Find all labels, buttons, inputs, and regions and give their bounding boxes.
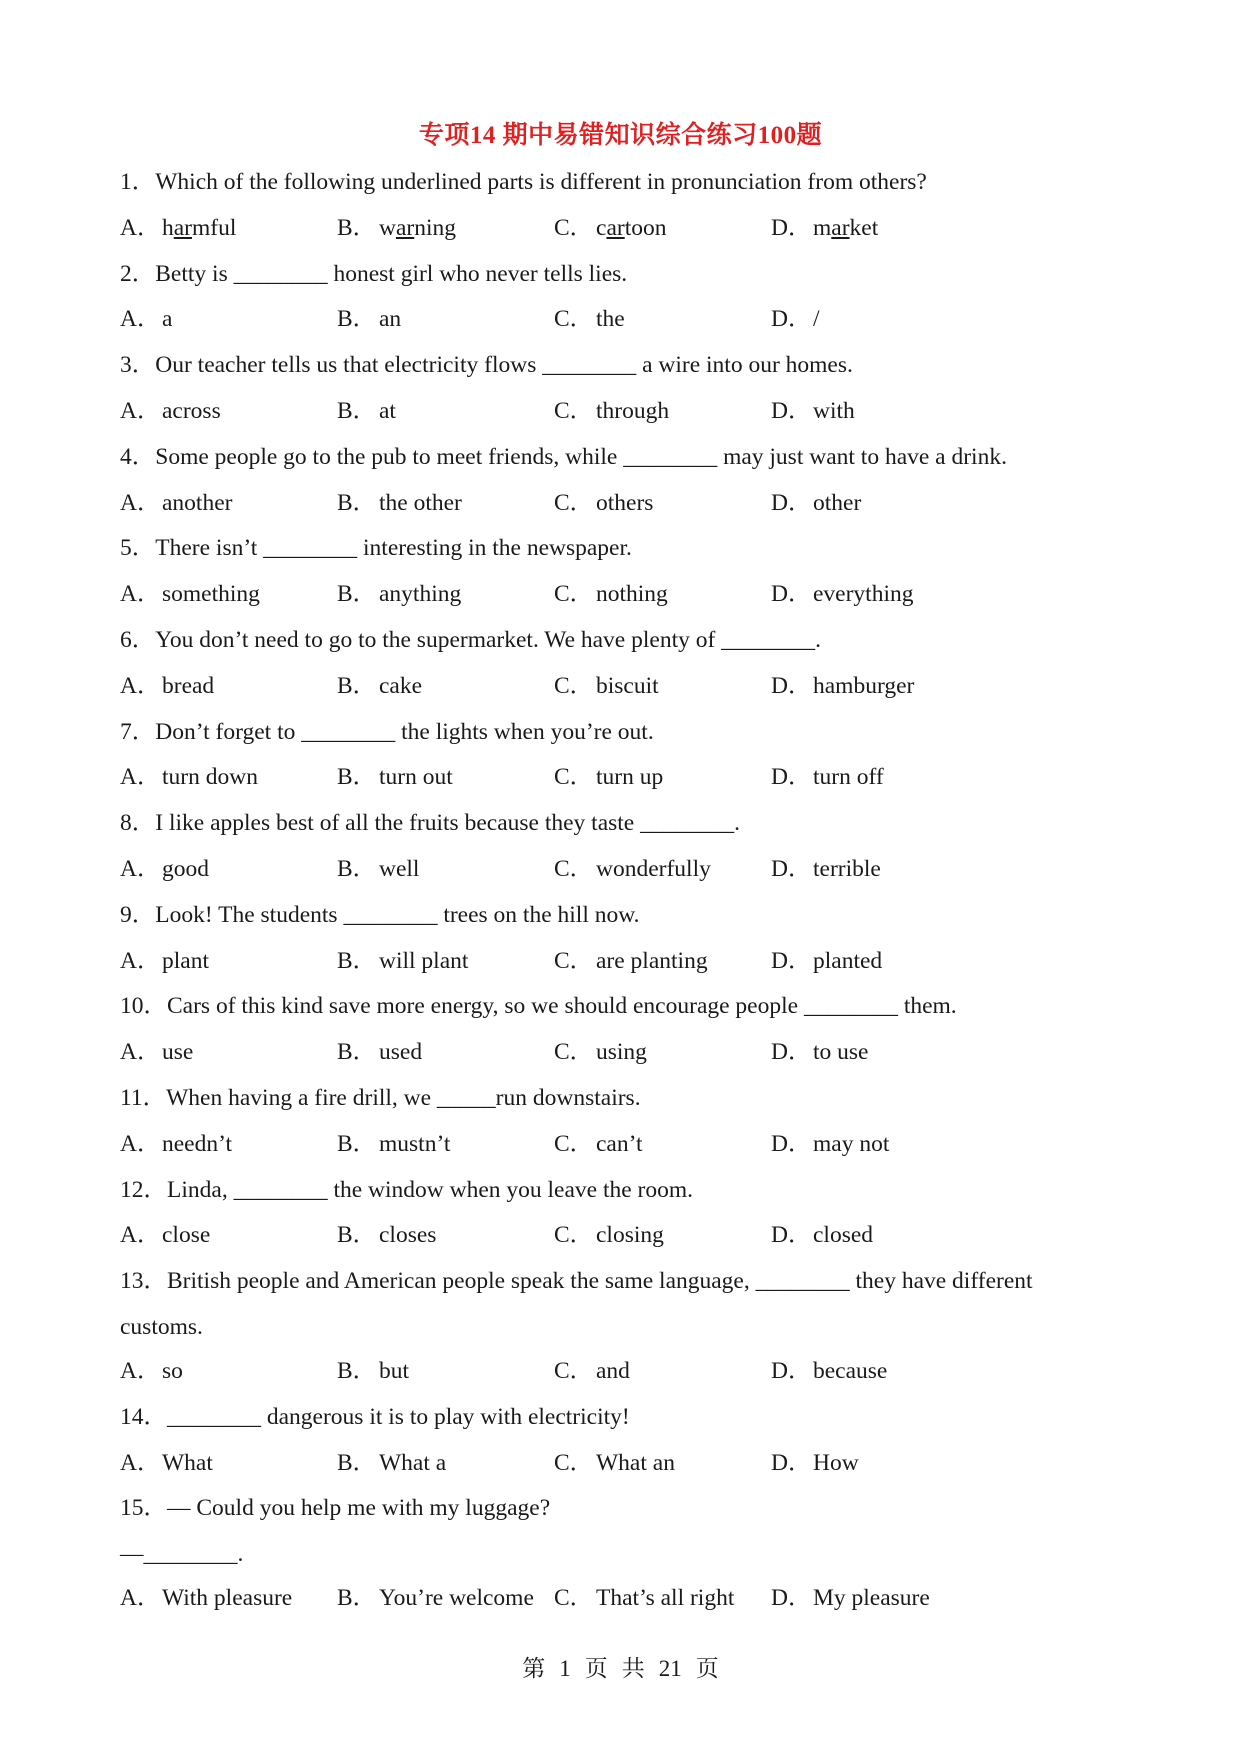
question-stem: 7．Don’t forget to ________ the lights when you’re out. xyxy=(120,718,654,745)
option-d: D．hamburger xyxy=(771,672,915,699)
option-row xyxy=(120,1349,1130,1395)
option-a: A．What xyxy=(120,1449,213,1476)
option-row xyxy=(120,1030,1130,1076)
option-a: A．harmful xyxy=(120,214,237,241)
option-b: B． anything xyxy=(337,581,462,608)
option-d: D．turn off xyxy=(771,764,884,791)
page-title: 专项14 期中易错知识综合练习100题 xyxy=(418,122,823,149)
option-b: B． the other xyxy=(337,489,462,516)
page-number: 1 xyxy=(559,1656,571,1681)
footer-ye: 页 xyxy=(584,1656,608,1681)
underlined-part: ar xyxy=(606,214,625,241)
option-row xyxy=(120,664,1130,710)
option-row xyxy=(120,1122,1130,1168)
question-stem: 10．Cars of this kind save more energy, so we should encourage people ________ them. xyxy=(120,993,957,1020)
question-stem: 1．Which of the following underlined parts is different in pronunciation from others? xyxy=(120,169,927,195)
option-b: B． will plant xyxy=(337,947,469,974)
option-c: C． can’t xyxy=(554,1130,643,1157)
option-a: A．so xyxy=(120,1357,183,1384)
question-stem: 2．Betty is ________ honest girl who never tells lies. xyxy=(120,260,628,287)
option-c: C． using xyxy=(554,1039,647,1066)
option-c: C． wonderfully xyxy=(554,855,711,882)
question-stem: 13．British people and American people speak the same language, ________ they have different xyxy=(120,1268,1033,1295)
option-d: D．closed xyxy=(771,1222,874,1249)
question-stem: 9．Look! The students ________ trees on the hill now. xyxy=(120,901,640,928)
option-c: C． That’s all right xyxy=(554,1585,735,1612)
option-d: D．planted xyxy=(771,947,883,974)
option-row xyxy=(120,1441,1130,1487)
option-row xyxy=(120,755,1130,801)
option-d: D．terrible xyxy=(771,855,881,882)
question-stem-continued: —________. xyxy=(120,1541,244,1568)
option-a: A．With pleasure xyxy=(120,1585,293,1612)
option-row xyxy=(120,1213,1130,1259)
question-stem: 8．I like apples best of all the fruits because they taste ________. xyxy=(120,810,740,837)
option-b: B． turn out xyxy=(337,764,453,791)
option-b: B． but xyxy=(337,1357,410,1384)
option-b: B． You’re welcome xyxy=(337,1585,534,1612)
option-c: C． the xyxy=(554,306,625,333)
option-b: B． used xyxy=(337,1039,423,1066)
option-d: D．may not xyxy=(771,1130,890,1157)
footer-gong: 共 xyxy=(621,1656,645,1681)
option-d: D．/ xyxy=(771,306,820,333)
option-row xyxy=(120,1576,1130,1622)
option-c: C． nothing xyxy=(554,581,668,608)
question-stem: 4．Some people go to the pub to meet friends, while ________ may just want to have a drink. xyxy=(120,443,1007,470)
question-stem: 15．— Could you help me with my luggage? xyxy=(120,1495,551,1522)
option-a: A．use xyxy=(120,1039,194,1066)
option-row xyxy=(120,481,1130,527)
option-d: D．My pleasure xyxy=(771,1585,930,1612)
option-c: C． turn up xyxy=(554,764,664,791)
option-c: C． What an xyxy=(554,1449,675,1476)
footer-ye2: 页 xyxy=(695,1656,719,1681)
option-b: B． warning xyxy=(337,214,457,241)
option-row xyxy=(120,297,1130,343)
option-b: B． cake xyxy=(337,672,423,699)
option-d: D．because xyxy=(771,1357,888,1384)
underlined-part: ar xyxy=(173,214,193,241)
option-a: A．another xyxy=(120,489,233,516)
option-a: A．a xyxy=(120,306,173,333)
option-c: C． are planting xyxy=(554,947,708,974)
option-c: C． and xyxy=(554,1357,630,1384)
footer-di: 第 xyxy=(522,1656,546,1681)
option-c: C． cartoon xyxy=(554,214,667,241)
option-b: B． well xyxy=(337,855,420,882)
question-stem: 5．There isn’t ________ interesting in the newspaper. xyxy=(120,535,632,562)
option-a: A．plant xyxy=(120,947,209,974)
option-b: B． closes xyxy=(337,1222,437,1249)
underlined-part: ar xyxy=(395,214,415,241)
option-row xyxy=(120,939,1130,985)
option-a: A．something xyxy=(120,581,260,608)
question-stem: 3．Our teacher tells us that electricity flows ________ a wire into our homes. xyxy=(120,352,853,379)
underlined-part: ar xyxy=(831,214,850,241)
option-d: D．other xyxy=(771,489,862,516)
question-stem: 12．Linda, ________ the window when you leave the room. xyxy=(120,1176,694,1203)
page-footer xyxy=(0,1650,1241,1683)
option-b: B． What a xyxy=(337,1449,447,1476)
question-stem: 14．________ dangerous it is to play with electricity! xyxy=(120,1403,630,1430)
question-stem: 6．You don’t need to go to the supermarket. We have plenty of ________. xyxy=(120,626,822,653)
option-b: B． mustn’t xyxy=(337,1130,451,1157)
option-d: D．with xyxy=(771,397,855,424)
option-a: A．turn down xyxy=(120,764,258,791)
total-pages: 21 xyxy=(658,1656,682,1681)
option-d: D．market xyxy=(771,214,879,241)
option-c: C． closing xyxy=(554,1222,664,1249)
option-a: A．close xyxy=(120,1222,211,1249)
option-row xyxy=(120,847,1130,893)
option-c: C． others xyxy=(554,489,654,516)
option-a: A．needn’t xyxy=(120,1130,233,1157)
option-d: D．How xyxy=(771,1449,859,1476)
option-c: C． through xyxy=(554,397,670,424)
option-b: B． at xyxy=(337,397,396,424)
option-a: A．good xyxy=(120,855,209,882)
option-row xyxy=(120,206,1130,252)
option-a: A．bread xyxy=(120,672,215,699)
option-d: D．to use xyxy=(771,1039,869,1066)
option-b: B． an xyxy=(337,306,402,333)
option-d: D．everything xyxy=(771,581,914,608)
question-stem: 11．When having a fire drill, we _____run downstairs. xyxy=(120,1084,641,1111)
question-list xyxy=(120,160,1130,1622)
option-a: A．across xyxy=(120,397,221,424)
option-row xyxy=(120,389,1130,435)
question-stem-continued: customs. xyxy=(120,1313,203,1340)
option-row xyxy=(120,572,1130,618)
option-c: C． biscuit xyxy=(554,672,659,699)
